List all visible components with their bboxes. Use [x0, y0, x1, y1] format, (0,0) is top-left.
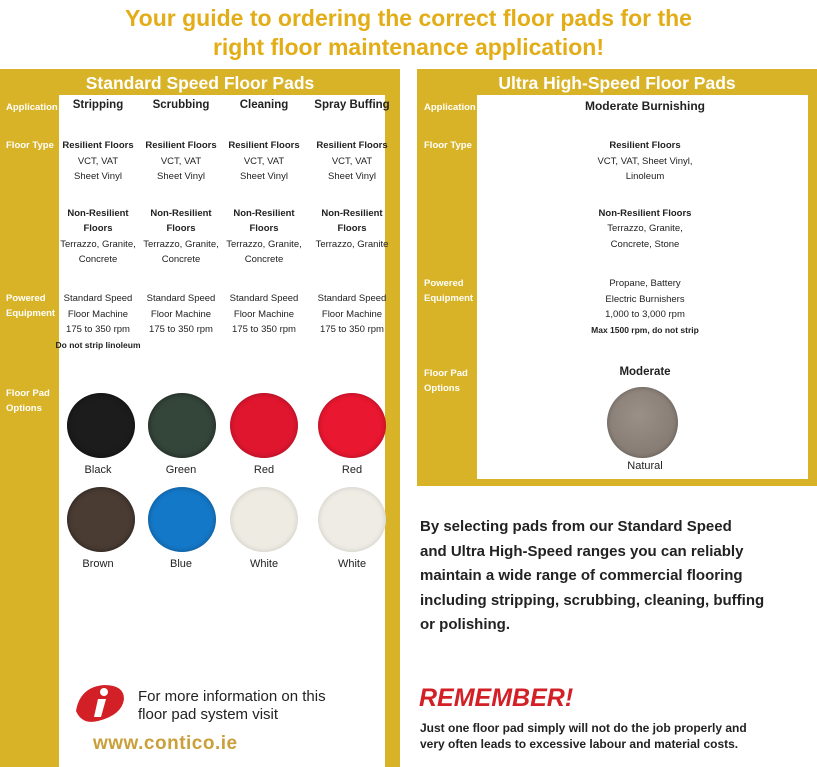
- equipment-cell: [55, 291, 141, 353]
- equipment-line: Floor Machine: [67, 308, 129, 320]
- floor-type-line: Concrete, Stone: [610, 238, 680, 250]
- equipment-line: Standard Speed: [63, 293, 133, 304]
- pad-label: Red: [341, 464, 363, 476]
- non-resilient-title: Floors: [83, 223, 113, 234]
- label-line: Floor Pad: [6, 388, 50, 399]
- equipment-cell: [307, 291, 397, 338]
- ultra-label-floor-type: Floor Type: [424, 140, 472, 151]
- ultra-application-heading: Moderate Burnishing: [584, 99, 705, 113]
- label-line: Floor Pad: [424, 368, 468, 379]
- equipment-line: Standard Speed: [146, 293, 216, 304]
- remember-line: very often leads to excessive labour and material costs.: [420, 737, 739, 751]
- non-resilient-title: Floors: [166, 223, 196, 234]
- equipment-line: 1,000 to 3,000 rpm: [605, 309, 685, 320]
- summary-line: By selecting pads from our Standard Speed: [420, 518, 732, 535]
- pad-swatch-white: [318, 487, 386, 552]
- equipment-line: 175 to 350 rpm: [149, 324, 213, 335]
- floor-type-line: Concrete: [78, 254, 118, 265]
- summary-line: or polishing.: [420, 616, 510, 633]
- pad-label: Black: [84, 464, 112, 476]
- application-heading: Stripping: [72, 99, 124, 111]
- resilient-floors-title: Resilient Floors: [228, 140, 300, 151]
- floor-type-line: VCT, VAT: [77, 155, 119, 167]
- floor-type-line: Terrazzo, Granite,: [607, 223, 683, 234]
- floor-type-line: Concrete: [244, 254, 284, 265]
- ultra-panel-title: Ultra High-Speed Floor Pads: [498, 73, 736, 93]
- summary-line: maintain a wide range of commercial flooring: [420, 567, 743, 584]
- pad-label: Red: [253, 464, 275, 476]
- standard-label-floor-type: Floor Type: [6, 140, 54, 151]
- pad-label: White: [337, 558, 367, 570]
- standard-column-spray-buffing: [308, 99, 396, 111]
- label-line: Equipment: [424, 293, 474, 304]
- equipment-line: Floor Machine: [233, 308, 295, 320]
- contico-website-link[interactable]: www.contico.ie: [93, 733, 238, 754]
- ultra-floor-type-cell: [560, 138, 730, 252]
- summary-paragraph: [420, 515, 815, 638]
- info-logo-icon: [70, 681, 128, 725]
- standard-label-powered-equipment: [6, 291, 55, 321]
- floor-type-line: Sheet Vinyl: [328, 171, 376, 182]
- floor-type-line: VCT, VAT: [243, 155, 285, 167]
- standard-column-stripping: [58, 99, 138, 111]
- summary-line: and Ultra High-Speed ranges you can reliably: [420, 542, 744, 560]
- pad-swatch-blue: [148, 487, 216, 552]
- floor-type-cell: [222, 138, 306, 268]
- equipment-cell: [139, 291, 223, 338]
- ultra-label-powered-equipment: [424, 276, 473, 306]
- floor-type-line: Terrazzo, Granite,: [60, 238, 136, 250]
- label-line: Powered: [6, 293, 46, 304]
- floor-type-line: Sheet Vinyl: [74, 171, 122, 182]
- equipment-line: Electric Burnishers: [605, 293, 685, 305]
- equipment-cell: [222, 291, 306, 338]
- pad-label: Blue: [169, 558, 193, 570]
- equipment-line: Floor Machine: [150, 308, 212, 320]
- equipment-line: Floor Machine: [321, 308, 383, 320]
- ultra-pad-heading: Moderate: [619, 366, 671, 378]
- ultra-label-pad-options: [424, 366, 468, 396]
- non-resilient-title: Non-Resilient: [150, 207, 212, 219]
- floor-type-line: Terrazzo, Granite,: [226, 238, 302, 250]
- resilient-floors-title: Resilient Floors: [62, 140, 134, 151]
- standard-label-pad-options: [6, 386, 50, 416]
- resilient-floors-title: Resilient Floors: [316, 140, 388, 151]
- pad-swatch-red: [230, 393, 298, 458]
- equipment-line: 175 to 350 rpm: [232, 324, 296, 335]
- floor-type-line: Concrete: [161, 254, 201, 265]
- standard-column-scrubbing: [141, 99, 221, 111]
- floor-type-line: Sheet Vinyl: [157, 171, 205, 182]
- equipment-line: Propane, Battery: [609, 278, 681, 289]
- standard-column-cleaning: [224, 99, 304, 111]
- pad-swatch-white: [230, 487, 298, 552]
- pad-label: Brown: [82, 558, 114, 570]
- label-line: Equipment: [6, 308, 56, 319]
- equipment-warning: Do not strip linoleum: [55, 339, 141, 350]
- pad-label: Natural: [627, 460, 663, 472]
- pad-swatch-red: [318, 393, 386, 458]
- standard-panel-title: Standard Speed Floor Pads: [85, 73, 315, 93]
- floor-type-line: Terrazzo, Granite: [315, 238, 389, 250]
- label-line: Powered: [424, 278, 464, 289]
- application-heading: Scrubbing: [152, 99, 210, 111]
- non-resilient-title: Non-Resilient: [321, 207, 383, 219]
- floor-type-line: Terrazzo, Granite,: [143, 238, 219, 250]
- header-line-2: right floor maintenance application!: [212, 34, 605, 60]
- pad-swatch-black: [67, 393, 135, 458]
- info-line-2: floor pad system visit: [138, 706, 279, 723]
- floor-type-cell: [307, 138, 397, 252]
- application-heading: Spray Buffing: [314, 99, 390, 111]
- header-line-1: Your guide to ordering the correct floor pads for the: [125, 5, 692, 31]
- non-resilient-title: Floors: [337, 223, 367, 234]
- pad-label: Green: [165, 464, 197, 476]
- application-heading: Cleaning: [239, 99, 289, 111]
- floor-type-line: Linoleum: [625, 171, 665, 182]
- floor-type-line: Sheet Vinyl: [240, 171, 288, 182]
- floor-type-cell: [56, 138, 140, 268]
- floor-type-line: VCT, VAT: [331, 155, 373, 167]
- pad-swatch-natural: [607, 387, 678, 458]
- floor-type-cell: [139, 138, 223, 268]
- label-line: Options: [424, 383, 460, 394]
- floor-type-line: VCT, VAT, Sheet Vinyl,: [597, 155, 693, 167]
- remember-heading: REMEMBER!: [419, 684, 574, 712]
- non-resilient-title: Non-Resilient Floors: [598, 207, 692, 219]
- remember-line: Just one floor pad simply will not do the job properly and: [420, 721, 747, 735]
- floor-type-line: VCT, VAT: [160, 155, 202, 167]
- non-resilient-title: Non-Resilient: [233, 207, 295, 219]
- equipment-line: Standard Speed: [229, 293, 299, 304]
- equipment-line: 175 to 350 rpm: [320, 324, 384, 335]
- info-line-1: For more information on this: [138, 688, 326, 705]
- info-text: [138, 688, 326, 724]
- remember-text: [420, 720, 815, 752]
- summary-line: including stripping, scrubbing, cleaning, buffing: [420, 591, 765, 609]
- non-resilient-title: Non-Resilient: [67, 207, 129, 219]
- pad-label: White: [249, 558, 279, 570]
- equipment-warning: Max 1500 rpm, do not strip: [591, 324, 699, 335]
- resilient-floors-title: Resilient Floors: [609, 140, 681, 151]
- equipment-line: Standard Speed: [317, 293, 387, 304]
- page-header: [0, 4, 817, 62]
- resilient-floors-title: Resilient Floors: [145, 140, 217, 151]
- label-line: Options: [6, 403, 42, 414]
- standard-label-application: Application: [6, 102, 58, 113]
- ultra-label-application: Application: [424, 102, 476, 113]
- pad-swatch-brown: [67, 487, 135, 552]
- equipment-line: 175 to 350 rpm: [66, 324, 130, 335]
- non-resilient-title: Floors: [249, 223, 279, 234]
- ultra-equipment-cell: [560, 276, 730, 338]
- pad-swatch-green: [148, 393, 216, 458]
